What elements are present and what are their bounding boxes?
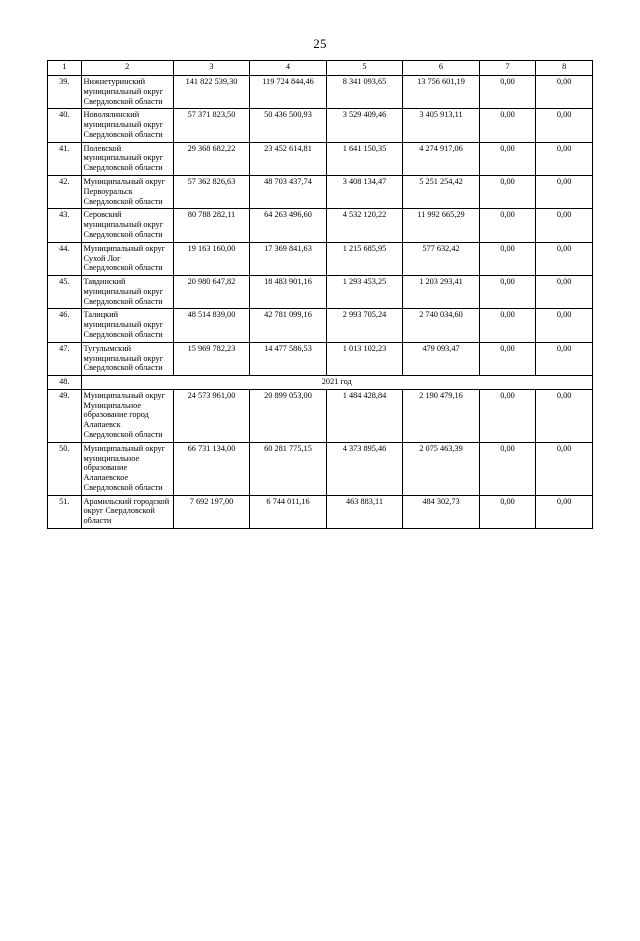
row-value-2: 23 452 614,81 [250, 142, 327, 175]
row-value-4: 5 251 254,42 [403, 176, 480, 209]
row-value-5: 0,00 [479, 142, 536, 175]
row-value-5: 0,00 [479, 276, 536, 309]
row-value-4: 2 075 463,39 [403, 442, 480, 495]
row-value-6: 0,00 [536, 209, 593, 242]
table-row [48, 389, 593, 442]
row-number: 49. [48, 389, 82, 442]
row-value-2: 64 263 496,60 [250, 209, 327, 242]
row-name: Арамильский городской округ Свердловской области [81, 495, 173, 528]
page-number: 25 [313, 36, 327, 51]
row-value-1: 48 514 839,00 [173, 309, 250, 342]
row-name: Тавдинский муниципальный округ Свердловской области [81, 276, 173, 309]
column-number-3: 3 [173, 61, 250, 76]
row-value-1: 20 980 647,82 [173, 276, 250, 309]
row-value-5: 0,00 [479, 309, 536, 342]
row-value-6: 0,00 [536, 109, 593, 142]
column-number-8: 8 [536, 61, 593, 76]
row-name: Талицкий муниципальный округ Свердловской области [81, 309, 173, 342]
row-value-5: 0,00 [479, 242, 536, 275]
row-value-2: 20 899 053,00 [250, 389, 327, 442]
column-number-4: 4 [250, 61, 327, 76]
row-name: Муниципальный округ Сухой Лог Свердловской области [81, 242, 173, 275]
row-name: Полевской муниципальный округ Свердловской области [81, 142, 173, 175]
year-label: 2021 год [81, 376, 592, 390]
row-value-4: 11 992 665,29 [403, 209, 480, 242]
row-value-5: 0,00 [479, 495, 536, 528]
row-value-2: 14 477 586,53 [250, 342, 327, 375]
row-value-6: 0,00 [536, 176, 593, 209]
row-value-4: 4 274 917,06 [403, 142, 480, 175]
row-value-2: 60 281 775,15 [250, 442, 327, 495]
row-value-6: 0,00 [536, 495, 593, 528]
row-number: 39. [48, 76, 82, 109]
row-value-4: 479 093,47 [403, 342, 480, 375]
row-value-1: 80 788 282,11 [173, 209, 250, 242]
row-value-4: 484 302,73 [403, 495, 480, 528]
table-row [48, 276, 593, 309]
table-row [48, 242, 593, 275]
row-value-3: 4 373 895,46 [326, 442, 403, 495]
row-name: Новолялинский муниципальный округ Свердловской области [81, 109, 173, 142]
row-value-3: 2 993 705,24 [326, 309, 403, 342]
row-value-1: 141 822 539,30 [173, 76, 250, 109]
data-table [47, 60, 593, 529]
row-value-5: 0,00 [479, 76, 536, 109]
row-value-3: 4 532 120,22 [326, 209, 403, 242]
year-section-row [48, 376, 593, 390]
row-value-1: 7 692 197,00 [173, 495, 250, 528]
table-row [48, 495, 593, 528]
row-value-3: 1 484 428,84 [326, 389, 403, 442]
table-row [48, 209, 593, 242]
document-page [0, 36, 640, 941]
column-number-7: 7 [479, 61, 536, 76]
row-value-2: 18 483 901,16 [250, 276, 327, 309]
row-number: 40. [48, 109, 82, 142]
row-value-6: 0,00 [536, 242, 593, 275]
row-value-2: 119 724 844,46 [250, 76, 327, 109]
column-number-row [48, 61, 593, 76]
row-value-1: 29 368 682,22 [173, 142, 250, 175]
row-value-2: 48 703 437,74 [250, 176, 327, 209]
row-value-6: 0,00 [536, 342, 593, 375]
row-value-5: 0,00 [479, 109, 536, 142]
row-value-5: 0,00 [479, 342, 536, 375]
row-value-1: 66 731 134,00 [173, 442, 250, 495]
table-row [48, 442, 593, 495]
row-value-3: 463 883,11 [326, 495, 403, 528]
row-value-6: 0,00 [536, 76, 593, 109]
row-value-5: 0,00 [479, 389, 536, 442]
row-value-3: 1 215 685,95 [326, 242, 403, 275]
row-value-4: 3 405 913,11 [403, 109, 480, 142]
row-value-1: 15 969 782,23 [173, 342, 250, 375]
row-value-2: 42 781 099,16 [250, 309, 327, 342]
row-value-4: 2 190 479,16 [403, 389, 480, 442]
row-value-1: 57 362 826,63 [173, 176, 250, 209]
column-number-5: 5 [326, 61, 403, 76]
row-value-3: 1 641 150,35 [326, 142, 403, 175]
row-number: 43. [48, 209, 82, 242]
row-number: 50. [48, 442, 82, 495]
table-row [48, 309, 593, 342]
row-value-5: 0,00 [479, 176, 536, 209]
row-value-1: 57 371 823,50 [173, 109, 250, 142]
row-value-6: 0,00 [536, 389, 593, 442]
row-number: 44. [48, 242, 82, 275]
row-value-6: 0,00 [536, 442, 593, 495]
row-number: 47. [48, 342, 82, 375]
row-name: Муниципальный округ Муниципальное образование город Алапаевск Свердловской области [81, 389, 173, 442]
row-value-3: 1 293 453,25 [326, 276, 403, 309]
row-number: 41. [48, 142, 82, 175]
row-number: 48. [48, 376, 82, 390]
row-value-4: 1 203 293,41 [403, 276, 480, 309]
table-row [48, 176, 593, 209]
row-value-2: 17 369 841,63 [250, 242, 327, 275]
row-number: 42. [48, 176, 82, 209]
table-row [48, 142, 593, 175]
row-number: 46. [48, 309, 82, 342]
row-value-1: 19 163 160,00 [173, 242, 250, 275]
row-value-3: 3 408 134,47 [326, 176, 403, 209]
row-name: Тугулымский муниципальный округ Свердловской области [81, 342, 173, 375]
row-value-1: 24 573 961,00 [173, 389, 250, 442]
row-value-4: 2 740 034,60 [403, 309, 480, 342]
column-number-6: 6 [403, 61, 480, 76]
row-value-3: 3 529 409,46 [326, 109, 403, 142]
row-value-3: 1 013 102,23 [326, 342, 403, 375]
row-value-4: 13 756 601,19 [403, 76, 480, 109]
table-row [48, 76, 593, 109]
row-value-6: 0,00 [536, 276, 593, 309]
column-number-2: 2 [81, 61, 173, 76]
row-value-5: 0,00 [479, 442, 536, 495]
row-value-6: 0,00 [536, 142, 593, 175]
row-value-2: 6 744 011,16 [250, 495, 327, 528]
row-value-3: 8 341 093,65 [326, 76, 403, 109]
row-value-5: 0,00 [479, 209, 536, 242]
row-value-2: 50 436 500,93 [250, 109, 327, 142]
row-number: 45. [48, 276, 82, 309]
table-row [48, 342, 593, 375]
row-value-6: 0,00 [536, 309, 593, 342]
table-row [48, 109, 593, 142]
row-number: 51. [48, 495, 82, 528]
row-name: Муниципальный округ Первоуральск Свердловской области [81, 176, 173, 209]
row-name: Серовский муниципальный округ Свердловской области [81, 209, 173, 242]
column-number-1: 1 [48, 61, 82, 76]
row-value-4: 577 632,42 [403, 242, 480, 275]
row-name: Нижнетуринский муниципальный округ Свердловской области [81, 76, 173, 109]
row-name: Муниципальный округ муниципальное образование Алапаевское Свердловской области [81, 442, 173, 495]
